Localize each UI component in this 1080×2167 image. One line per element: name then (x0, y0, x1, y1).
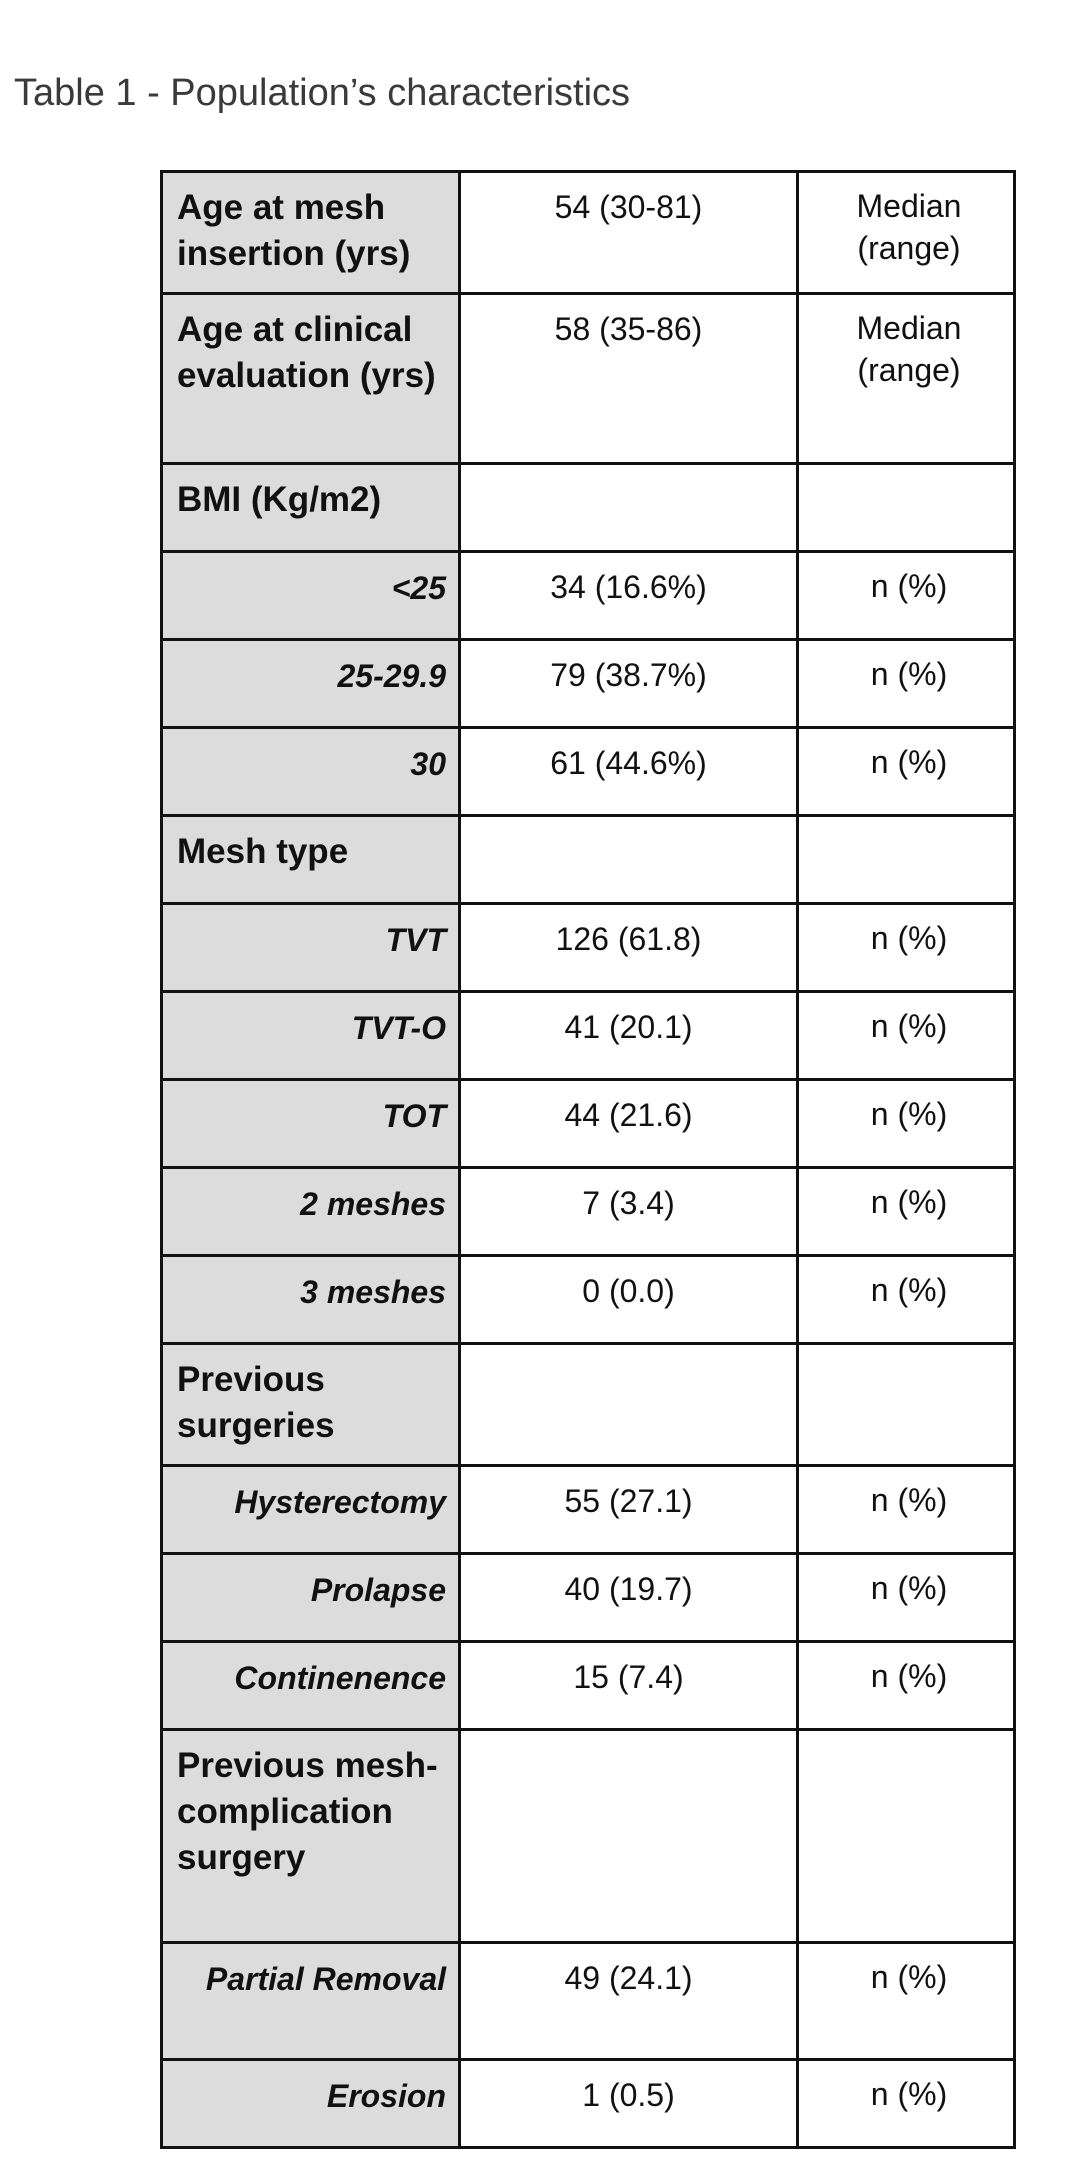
row-unit: n (%) (798, 2060, 1015, 2148)
row-value (460, 816, 798, 904)
table-row (162, 1344, 1015, 1466)
table-row (162, 1943, 1015, 2060)
row-unit: n (%) (798, 1080, 1015, 1168)
row-unit: Median (range) (798, 294, 1015, 464)
row-label: Prolapse (162, 1554, 460, 1642)
row-unit: n (%) (798, 904, 1015, 992)
table-row (162, 640, 1015, 728)
row-unit: n (%) (798, 1256, 1015, 1344)
row-unit: n (%) (798, 552, 1015, 640)
row-label: Previous surgeries (162, 1344, 460, 1466)
row-label: Previous mesh-complication surgery (162, 1730, 460, 1943)
characteristics-table-container (160, 170, 1016, 2149)
row-label: 30 (162, 728, 460, 816)
row-unit (798, 816, 1015, 904)
row-value: 54 (30-81) (460, 172, 798, 294)
characteristics-table (160, 170, 1016, 2149)
row-value: 44 (21.6) (460, 1080, 798, 1168)
row-value: 34 (16.6%) (460, 552, 798, 640)
row-value: 126 (61.8) (460, 904, 798, 992)
row-label: TVT-O (162, 992, 460, 1080)
row-value (460, 1344, 798, 1466)
table-row (162, 1168, 1015, 1256)
row-unit: n (%) (798, 1466, 1015, 1554)
row-label: Continenence (162, 1642, 460, 1730)
row-unit (798, 1344, 1015, 1466)
row-unit: Median (range) (798, 172, 1015, 294)
table-row (162, 728, 1015, 816)
table-row (162, 1642, 1015, 1730)
row-value: 1 (0.5) (460, 2060, 798, 2148)
row-label: Erosion (162, 2060, 460, 2148)
table-row (162, 1466, 1015, 1554)
row-label: Age at mesh insertion (yrs) (162, 172, 460, 294)
row-label: TOT (162, 1080, 460, 1168)
row-unit: n (%) (798, 1168, 1015, 1256)
row-unit: n (%) (798, 1554, 1015, 1642)
table-row (162, 992, 1015, 1080)
row-value: 15 (7.4) (460, 1642, 798, 1730)
row-unit (798, 1730, 1015, 1943)
row-value: 7 (3.4) (460, 1168, 798, 1256)
table-row (162, 552, 1015, 640)
table-row (162, 1554, 1015, 1642)
table-row (162, 464, 1015, 552)
row-value: 61 (44.6%) (460, 728, 798, 816)
row-label: <25 (162, 552, 460, 640)
row-label: Hysterectomy (162, 1466, 460, 1554)
table-row (162, 904, 1015, 992)
row-label: TVT (162, 904, 460, 992)
row-value: 0 (0.0) (460, 1256, 798, 1344)
row-unit (798, 464, 1015, 552)
row-value: 40 (19.7) (460, 1554, 798, 1642)
row-label: BMI (Kg/m2) (162, 464, 460, 552)
row-unit: n (%) (798, 992, 1015, 1080)
row-label: 25-29.9 (162, 640, 460, 728)
row-value: 41 (20.1) (460, 992, 798, 1080)
row-value (460, 1730, 798, 1943)
table-row (162, 1080, 1015, 1168)
table-row (162, 1256, 1015, 1344)
row-label: Partial Removal (162, 1943, 460, 2060)
row-unit: n (%) (798, 640, 1015, 728)
table-row (162, 172, 1015, 294)
row-value: 79 (38.7%) (460, 640, 798, 728)
table-row (162, 1730, 1015, 1943)
table-row (162, 2060, 1015, 2148)
table-caption: Table 1 - Population’s characteristics (14, 72, 631, 114)
table-row (162, 816, 1015, 904)
row-label: Mesh type (162, 816, 460, 904)
row-label: 3 meshes (162, 1256, 460, 1344)
row-label: 2 meshes (162, 1168, 460, 1256)
row-unit: n (%) (798, 1642, 1015, 1730)
row-unit: n (%) (798, 1943, 1015, 2060)
row-value: 49 (24.1) (460, 1943, 798, 2060)
row-value: 55 (27.1) (460, 1466, 798, 1554)
table-row (162, 294, 1015, 464)
row-value (460, 464, 798, 552)
row-label: Age at clinical evaluation (yrs) (162, 294, 460, 464)
row-unit: n (%) (798, 728, 1015, 816)
row-value: 58 (35-86) (460, 294, 798, 464)
